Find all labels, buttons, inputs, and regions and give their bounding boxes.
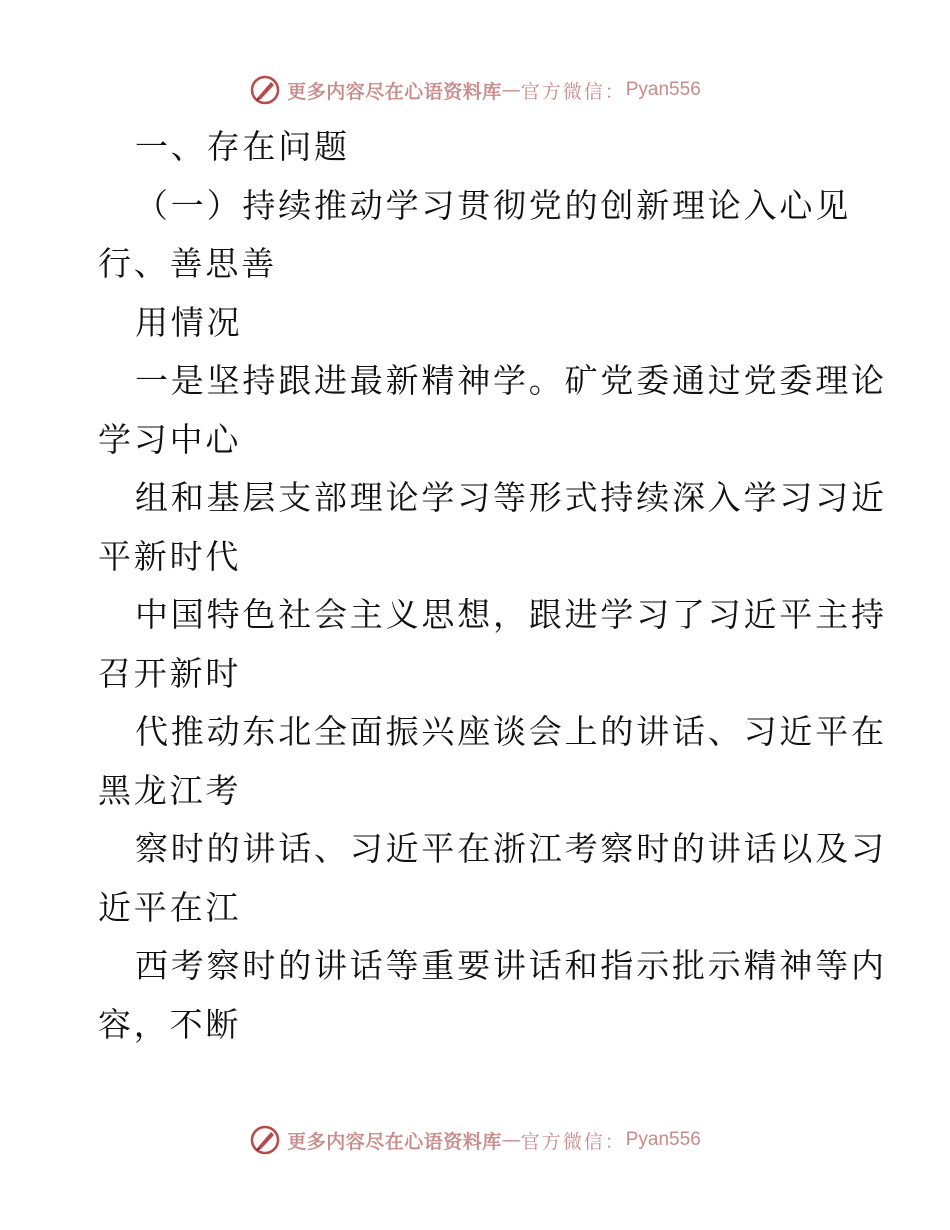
text-line: 代推动东北全面振兴座谈会上的讲话、习近平在 [135, 712, 887, 751]
watermark-dash: — [501, 1129, 521, 1151]
text-line: （一）持续推动学习贯彻党的创新理论入心见 [135, 185, 851, 225]
watermark-wechat-id: Pyan556 [625, 79, 701, 100]
watermark-wechat-label: 官方微信： [520, 80, 626, 103]
watermark-brand-text: 更多内容尽在心语资料库 [287, 80, 502, 103]
watermark-wechat-label: 官方微信： [520, 1130, 626, 1153]
text-line: 一、存在问题 [135, 127, 350, 166]
text-line: 用情况 [135, 302, 243, 342]
text-line: 一是坚持跟进最新精神学。矿党委通过党委理论 [135, 361, 887, 400]
text-line: 黑龙江考 [98, 770, 242, 810]
text-line: 平新时代 [98, 536, 242, 576]
quill-logo-icon [249, 1124, 281, 1156]
watermark-dash: — [501, 79, 521, 101]
text-line: 近平在江 [98, 887, 242, 927]
text-line: 组和基层支部理论学习等形式持续深入学习习近 [135, 478, 887, 517]
text-line: 察时的讲话、习近平在浙江考察时的讲话以及习 [135, 829, 887, 868]
text-line: 召开新时 [98, 653, 242, 693]
text-line: 容，不断 [98, 1004, 242, 1044]
watermark-brand-text: 更多内容尽在心语资料库 [287, 1130, 502, 1153]
quill-logo-icon [249, 74, 281, 106]
footer-watermark [0, 1120, 950, 1160]
text-line: 中国特色社会主义思想，跟进学习了习近平主持 [135, 595, 887, 634]
text-line: 西考察时的讲话等重要讲话和指示批示精神等内 [135, 946, 887, 985]
header-watermark [0, 70, 950, 110]
text-line: 学习中心 [98, 419, 242, 459]
watermark-wechat-id: Pyan556 [625, 1129, 701, 1150]
document-body [98, 118, 887, 1054]
text-line: 行、善思善 [98, 244, 277, 283]
